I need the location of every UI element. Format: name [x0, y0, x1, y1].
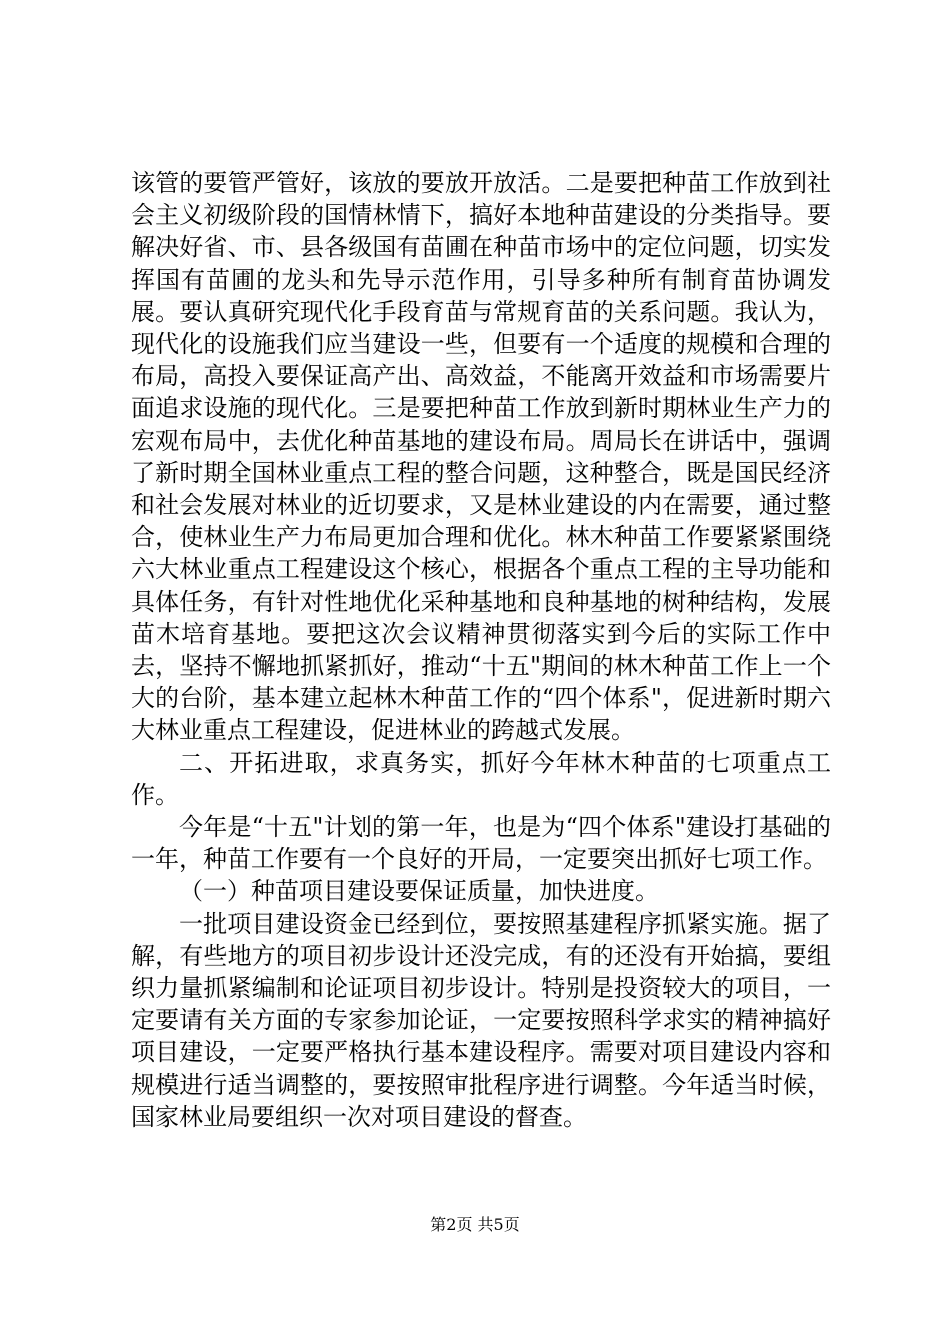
paragraph-project-construction: 一批项目建设资金已经到位，要按照基建程序抓紧实施。据了解，有些地方的项目初步设计还没完成，有的还没有开始搞，要组织力量抓紧编制和论证项目初步设计。特别是投资较大的项目，一定要请有关方面的专家参加论证，一定要按照科学求实的精神搞好项目建设，一定要严格执行基本建设程序。需要对项目建设内容和规模进行适当调整的，要按照审批程序进行调整。今年适当时候，国家林业局要组织一次对项目建设的督查。 [131, 909, 831, 1131]
paragraph-continued: 该管的要管严管好，该放的要放开放活。二是要把种苗工作放到社会主义初级阶段的国情林情下，搞好本地种苗建设的分类指导。要解决好省、市、县各级国有苗圃在种苗市场中的定位问题，切实发挥国有苗圃的龙头和先导示范作用，引导多种所有制育苗协调发展。要认真研究现代化手段育苗与常规育苗的关系问题。我认为，现代化的设施我们应当建设一些，但要有一个适度的规模和合理的布局，高投入要保证高产出、高效益，不能离开效益和市场需要片面追求设施的现代化。三是要把种苗工作放到新时期林业生产力的宏观布局中，去优化种苗基地的建设布局。周局长在讲话中，强调了新时期全国林业重点工程的整合问题，这种整合，既是国民经济和社会发展对林业的近切要求，又是林业建设的内在需要，通过整合，使林业生产力布局更加合理和优化。林木种苗工作要紧紧围绕六大林业重点工程建设这个核心，根据各个重点工程的主导功能和具体任务，有针对性地优化采种基地和良种基地的树种结构，发展苗木培育基地。要把这次会议精神贯彻落实到今后的实际工作中去，坚持不懈地抓紧抓好，推动“十五"期间的林木种苗工作上一个大的台阶，基本建立起林木种苗工作的“四个体系"，促进新时期六大林业重点工程建设，促进林业的跨越式发展。 [131, 169, 831, 745]
paragraph-intro: 今年是“十五"计划的第一年，也是为“四个体系"建设打基础的一年，种苗工作要有一个良好的开局，一定要突出抓好七项工作。 [131, 813, 831, 874]
subsection-heading-one: （一）种苗项目建设要保证质量，加快进度。 [179, 877, 659, 906]
page-number-footer: 第2页 共5页 [430, 1215, 520, 1234]
section-heading-two: 二、开拓进取，求真务实，抓好今年林木种苗的七项重点工作。 [131, 748, 831, 809]
document-body [131, 167, 831, 1133]
